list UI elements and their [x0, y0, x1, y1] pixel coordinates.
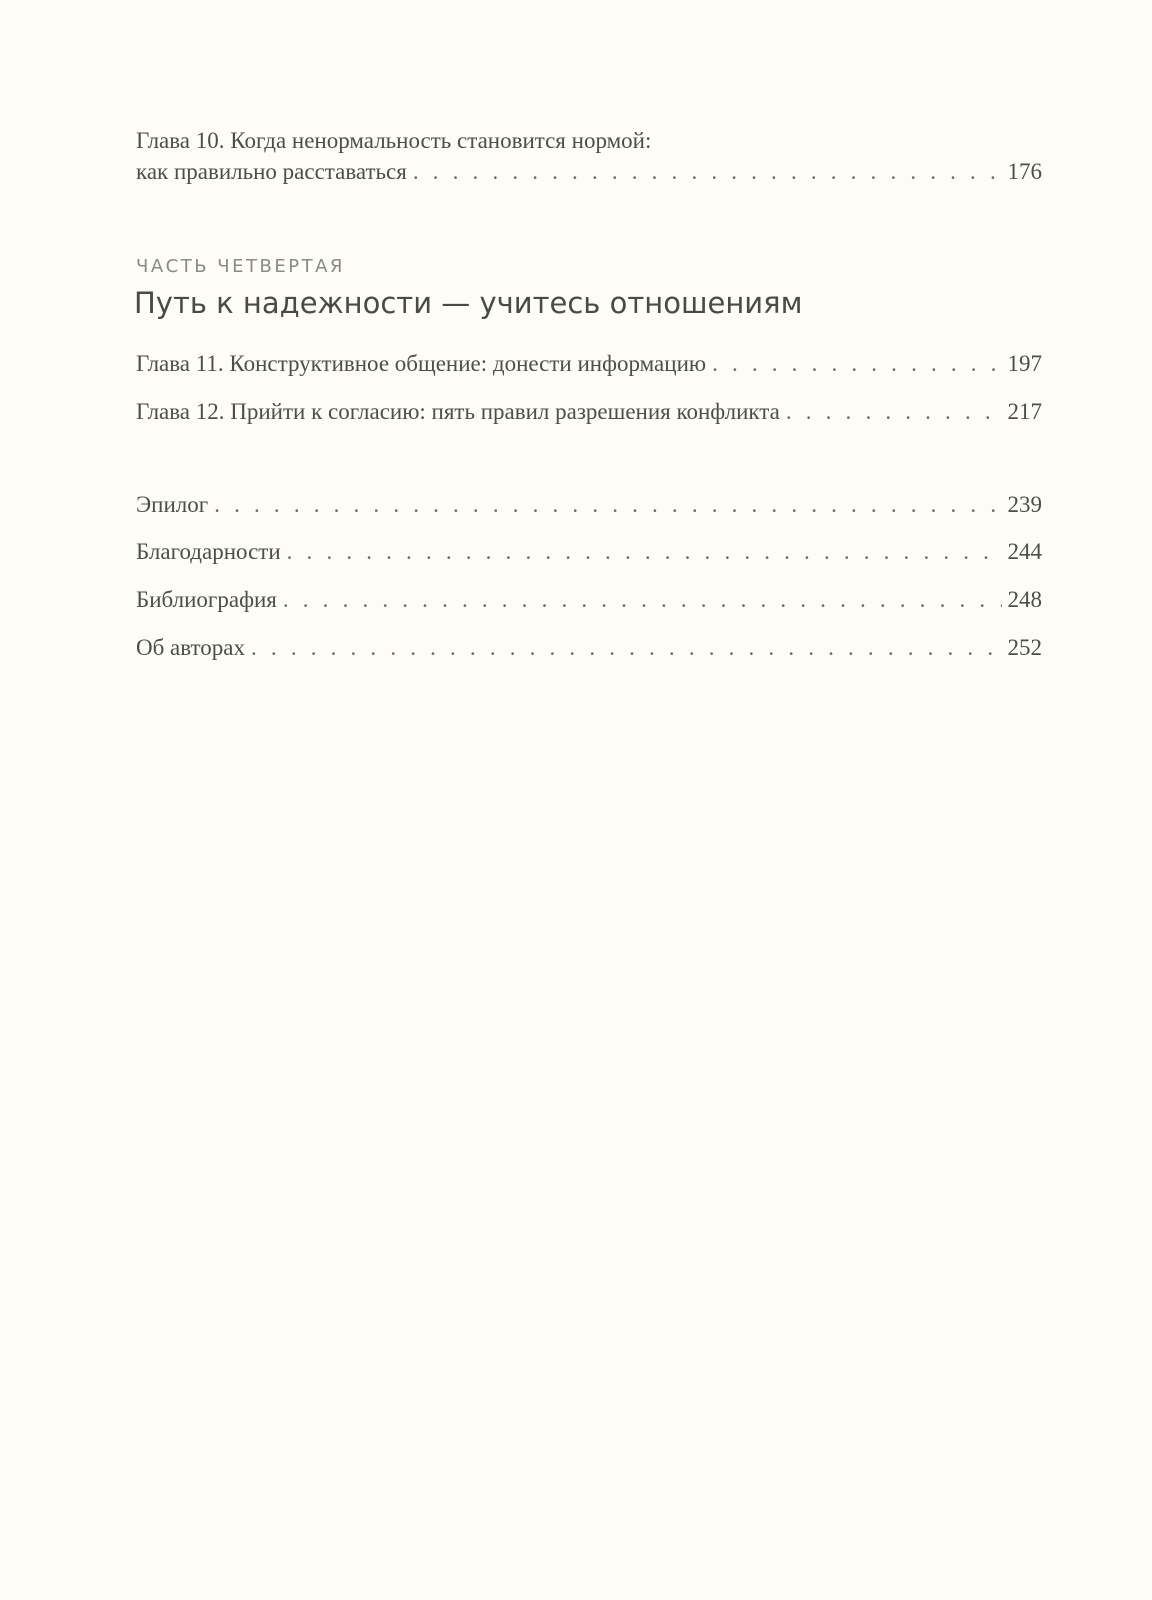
toc-entry-about-authors[interactable] [136, 633, 1042, 663]
acknowledgements-page: 244 [1007, 539, 1042, 564]
toc-entry-chapter-12[interactable] [136, 397, 1042, 427]
dot-leader [251, 633, 1001, 663]
dot-leader [287, 537, 1002, 567]
bibliography-page: 248 [1007, 587, 1042, 612]
dot-leader [214, 490, 1001, 520]
dot-leader [413, 157, 1002, 187]
about-authors-title: Об авторах [136, 635, 246, 660]
dot-leader [283, 585, 1002, 615]
part-title: Путь к надежности — учитесь отношениям [134, 286, 803, 320]
dot-leader [712, 349, 1001, 379]
acknowledgements-title: Благодарности [136, 539, 281, 564]
chapter-11-page: 197 [1007, 351, 1042, 376]
epilogue-title: Эпилог [136, 492, 209, 517]
bibliography-title: Библиография [136, 587, 277, 612]
toc-entry-acknowledgements[interactable] [136, 537, 1042, 567]
toc-entry-epilogue[interactable] [136, 490, 1042, 520]
epilogue-page: 239 [1007, 492, 1042, 517]
toc-entry-bibliography[interactable] [136, 585, 1042, 615]
dot-leader [786, 397, 1002, 427]
toc-entry-chapter-11[interactable] [136, 349, 1042, 379]
chapter-12-title: Глава 12. Прийти к согласию: пять правил разрешения конфликта [136, 399, 780, 424]
chapter-11-title: Глава 11. Конструктивное общение: донести информацию [136, 351, 707, 376]
chapter-10-page: 176 [1007, 159, 1042, 184]
chapter-10-title-line1: Глава 10. Когда ненормальность становится нормой: [136, 128, 652, 153]
chapter-12-page: 217 [1007, 399, 1042, 424]
chapter-10-title-line2: как правильно расставаться [136, 159, 407, 184]
about-authors-page: 252 [1007, 635, 1042, 660]
toc-entry-chapter-10[interactable] [136, 157, 1042, 187]
part-label: ЧАСТЬ ЧЕТВЕРТАЯ [136, 256, 345, 277]
